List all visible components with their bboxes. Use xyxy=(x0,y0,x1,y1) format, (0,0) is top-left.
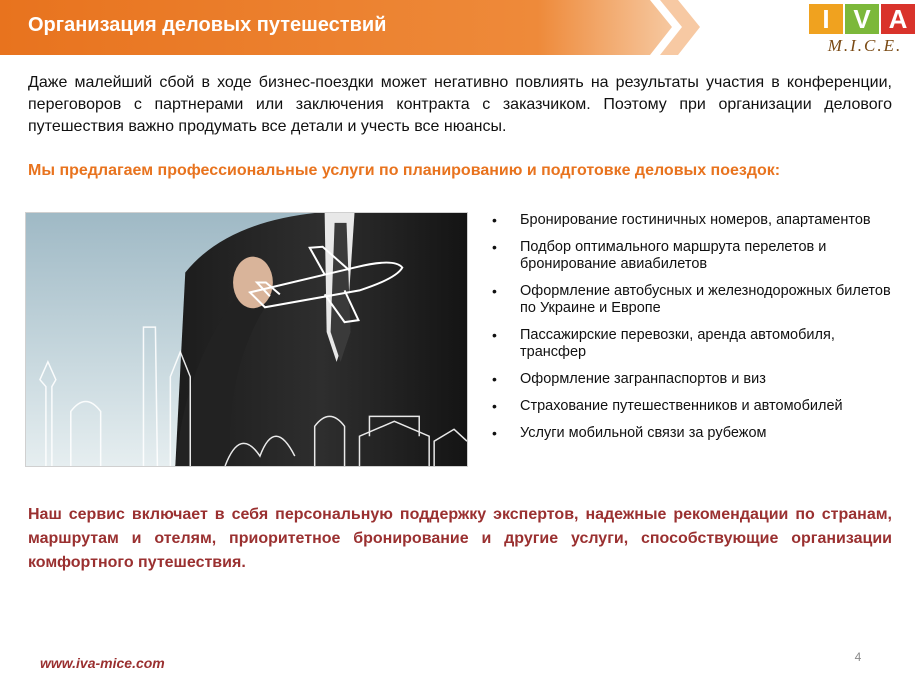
bullet-glyph: • xyxy=(492,283,497,299)
list-item xyxy=(490,398,895,415)
bullet-glyph: • xyxy=(492,327,497,343)
list-item-label: Пассажирские перевозки, аренда автомобиля, трансфер xyxy=(520,327,835,360)
page-number: 4 xyxy=(854,650,862,664)
list-item xyxy=(490,371,895,388)
logo-subtitle: M.I.C.E. xyxy=(827,36,903,55)
logo-letter-a: A xyxy=(881,4,915,34)
bullet-glyph: • xyxy=(492,371,497,387)
footer-url-link[interactable]: www.iva-mice.com xyxy=(40,655,165,671)
list-item xyxy=(490,283,895,317)
summary-paragraph: Наш сервис включает в себя персональную поддержку экспертов, надежные рекомендации по странам, маршрутам и отелям, приоритетное бронирование и другие услуги, способствующие организации комфортного путешествия. xyxy=(28,506,892,571)
logo-letter-v: V xyxy=(845,4,879,34)
list-item xyxy=(490,327,895,361)
list-item xyxy=(490,425,895,442)
list-item-label: Услуги мобильной связи за рубежом xyxy=(520,425,767,441)
iva-mice-logo xyxy=(805,0,920,58)
list-item-label: Бронирование гостиничных номеров, апартаментов xyxy=(520,212,871,228)
list-item-label: Страхование путешественников и автомобилей xyxy=(520,398,843,414)
list-item-label: Оформление загранпаспортов и виз xyxy=(520,371,766,387)
bullet-glyph: • xyxy=(492,425,497,441)
intro-paragraph: Даже малейший сбой в ходе бизнес-поездки может негативно повлиять на результаты участия в конференции, переговоров с партнерами или заключения контракта с заказчиком. Поэтому при организации делового путешествия важно продумать все детали и учесть все нюансы. xyxy=(28,74,892,135)
list-item xyxy=(490,212,895,229)
offer-heading: Мы предлагаем профессиональные услуги по планированию и подготовке деловых поездок: xyxy=(28,162,781,179)
businessman-drawing-airplane-image xyxy=(25,212,468,467)
logo-letter-i: I xyxy=(809,4,843,34)
bullet-glyph: • xyxy=(492,212,497,228)
bullet-glyph: • xyxy=(492,398,497,414)
list-item xyxy=(490,239,895,273)
services-list xyxy=(490,212,895,452)
bullet-glyph: • xyxy=(492,239,497,255)
list-item-label: Подбор оптимального маршрута перелетов и бронирование авиабилетов xyxy=(520,239,827,272)
page-title: Организация деловых путешествий xyxy=(28,14,387,36)
list-item-label: Оформление автобусных и железнодорожных билетов по Украине и Европе xyxy=(520,283,891,316)
